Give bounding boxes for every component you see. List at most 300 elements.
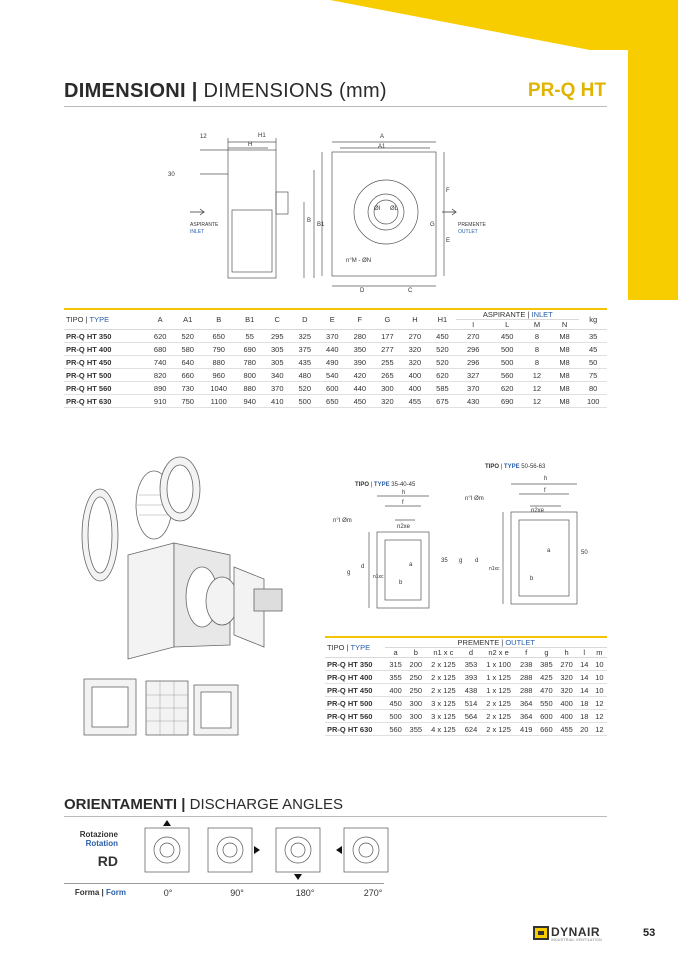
table2-group-header: PREMENTE | OUTLET — [385, 637, 607, 648]
table2-group-it: PREMENTE — [457, 638, 500, 647]
table1-cell: 410 — [263, 395, 291, 408]
table2-cell: 385 — [536, 658, 556, 671]
dim-c: C — [408, 288, 413, 294]
table1-cell: 50 — [579, 356, 607, 369]
table1-cell: 280 — [346, 330, 374, 343]
table1-subcol: I — [456, 320, 490, 330]
title-bold: DIMENSIONI — [64, 80, 186, 102]
dim-12: 12 — [200, 134, 207, 140]
outlet-b-type-value: 50-56-63 — [521, 464, 546, 470]
table1-col: A1 — [174, 309, 202, 330]
table1-cell: 880 — [236, 382, 264, 395]
table1-cell: 480 — [291, 369, 319, 382]
table1-col: D — [291, 309, 319, 330]
table2-cell: 2 x 125 — [426, 671, 461, 684]
outlet-b-g: g — [459, 558, 463, 564]
table1-col: F — [346, 309, 374, 330]
orientation-title — [64, 796, 343, 813]
table1-cell: 420 — [346, 369, 374, 382]
table2-cell: 355 — [406, 723, 426, 736]
form-it: Forma — [74, 888, 100, 897]
outlet-b-type: TIPO | TYPE 50-56-63 — [485, 464, 546, 470]
table2-row — [325, 723, 607, 736]
table1-cell: 740 — [146, 356, 174, 369]
impeller — [206, 577, 238, 625]
table1-kg: kg — [579, 309, 607, 330]
table1-cell: 450 — [346, 395, 374, 408]
table1-cell: 640 — [174, 356, 202, 369]
table1-cell: 520 — [174, 330, 202, 343]
outlet-it: PREMENTE — [458, 222, 486, 228]
table2-group-en: OUTLET — [505, 638, 535, 647]
outlet-a-d: d — [361, 564, 365, 570]
table1-cell: 370 — [319, 330, 347, 343]
table1-cell: 320 — [374, 395, 402, 408]
table1-row — [64, 343, 607, 356]
rotation-it: Rotazione — [79, 830, 118, 839]
outlet-b-n1xc: n1xc — [489, 566, 500, 572]
table2-cell: 320 — [557, 671, 577, 684]
table1-cell: 12 — [524, 369, 549, 382]
angle-0: 0° — [163, 888, 173, 898]
table1-cell: 620 — [490, 382, 524, 395]
outlet-en: OUTLET — [458, 229, 478, 235]
table2-cell: 3 x 125 — [426, 697, 461, 710]
table2-cell: 450 — [385, 697, 405, 710]
table2-cell: 18 — [577, 697, 592, 710]
table1-cell: 675 — [429, 395, 457, 408]
table1-cell: 320 — [401, 356, 429, 369]
outlet-b-b: b — [530, 576, 534, 582]
side-view-motor — [276, 192, 288, 214]
table1-cell: 320 — [401, 343, 429, 356]
orient-title-bold: ORIENTAMENTI — [64, 796, 178, 813]
table1-cell: 960 — [201, 369, 235, 382]
table1-cell: 277 — [374, 343, 402, 356]
outlet-a-35: 35 — [441, 558, 448, 564]
table2-cell: 18 — [577, 710, 592, 723]
table1-type-it: TIPO — [66, 315, 84, 324]
brand-sub: INDUSTRIAL VENTILATION — [551, 938, 602, 942]
table1-cell: 305 — [263, 343, 291, 356]
table2-cell: 353 — [461, 658, 481, 671]
dim-i: ØI — [374, 206, 381, 212]
table1-cell: 435 — [291, 356, 319, 369]
table2-cell: 500 — [385, 710, 405, 723]
table1-cell: 750 — [174, 395, 202, 408]
table2-cell: 364 — [516, 697, 536, 710]
table2-cell: 10 — [592, 671, 607, 684]
table2-cell: 624 — [461, 723, 481, 736]
table2-model-cell: PR-Q HT 350 — [325, 658, 385, 671]
table1-cell: 327 — [456, 369, 490, 382]
table1-cell: 660 — [174, 369, 202, 382]
table2-cell: 560 — [385, 723, 405, 736]
table1-cell: M8 — [550, 330, 580, 343]
model-tag: PR-Q HT — [527, 80, 606, 101]
table2-cell: 288 — [516, 671, 536, 684]
table1-cell: 450 — [490, 330, 524, 343]
side-view-body — [228, 150, 276, 278]
table2-cell: 400 — [385, 684, 405, 697]
table1-cell: 790 — [201, 343, 235, 356]
table1-cell: 690 — [236, 343, 264, 356]
table1-cell: 8 — [524, 356, 549, 369]
table2-cell: 10 — [592, 658, 607, 671]
table1-cell: 375 — [291, 343, 319, 356]
form-label: Forma | Form — [74, 888, 126, 897]
table2-cell: 438 — [461, 684, 481, 697]
table2-type-it: TIPO — [327, 643, 345, 652]
outlet-a-type-it: TIPO — [355, 482, 370, 488]
rotation-en: Rotation — [85, 839, 118, 848]
outlet-b-50: 50 — [581, 550, 588, 556]
exploded-view — [64, 455, 299, 755]
table1-cell: 400 — [401, 382, 429, 395]
table2-col: g — [536, 648, 556, 658]
table2-cell: 238 — [516, 658, 536, 671]
page-title — [64, 80, 387, 103]
table2-col: m — [592, 648, 607, 658]
table1-cell: 75 — [579, 369, 607, 382]
orientation-divider — [64, 883, 384, 884]
table1-cell: 45 — [579, 343, 607, 356]
table1-subcol: M — [524, 320, 549, 330]
table1-cell: 450 — [429, 330, 457, 343]
table1-cell: 580 — [174, 343, 202, 356]
table1-cell: 940 — [236, 395, 264, 408]
table2-cell: 470 — [536, 684, 556, 697]
table1-col: A — [146, 309, 174, 330]
table1-group-en: INLET — [531, 310, 553, 319]
table2-col: h — [557, 648, 577, 658]
table1-cell: 650 — [201, 330, 235, 343]
table1-col: H1 — [429, 309, 457, 330]
table1-model-cell: PR-Q HT 350 — [64, 330, 146, 343]
outlet-b-f: f — [544, 488, 546, 494]
angle-180: 180° — [295, 888, 315, 898]
table2-body — [325, 658, 607, 736]
dim-30: 30 — [168, 172, 175, 178]
table2-cell: 400 — [557, 697, 577, 710]
table1-cell: 500 — [291, 395, 319, 408]
table2-cell: 364 — [516, 710, 536, 723]
table2-col: l — [577, 648, 592, 658]
orientation-0 — [145, 820, 189, 872]
table1-cell: 520 — [429, 356, 457, 369]
table2-model-cell: PR-Q HT 450 — [325, 684, 385, 697]
table2-col: b — [406, 648, 426, 658]
table1-type-en: TYPE — [89, 315, 110, 324]
table1-cell: 12 — [524, 382, 549, 395]
table1-cell: 325 — [291, 330, 319, 343]
table2-cell: 200 — [406, 658, 426, 671]
side-white-band — [628, 0, 678, 959]
orientation-180 — [276, 828, 320, 880]
table1-cell: 430 — [456, 395, 490, 408]
table2-header-row-1 — [325, 637, 607, 648]
table1-cell: 55 — [236, 330, 264, 343]
table2-row — [325, 710, 607, 723]
table1-cell: 585 — [429, 382, 457, 395]
table1-cell: 690 — [490, 395, 524, 408]
outlet-a-f: f — [402, 500, 404, 506]
outlet-a-h: h — [402, 490, 406, 496]
table1-cell: 890 — [146, 382, 174, 395]
table1-row — [64, 356, 607, 369]
table2-cell: 10 — [592, 684, 607, 697]
outlet-a-b: b — [399, 580, 403, 586]
table1-body — [64, 330, 607, 408]
dim-h1: H1 — [258, 133, 266, 139]
table1-cell: 730 — [174, 382, 202, 395]
table1-cell: M8 — [550, 395, 580, 408]
table1-cell: 500 — [490, 356, 524, 369]
table2-col: a — [385, 648, 405, 658]
orient-title-sep: | — [177, 796, 190, 813]
dimensions-table — [64, 308, 607, 408]
outlet-a-a: a — [409, 562, 413, 568]
title-sep: | — [185, 80, 204, 102]
table1-cell: 620 — [429, 369, 457, 382]
table1-cell: 296 — [456, 343, 490, 356]
orient-title-light: DISCHARGE ANGLES — [189, 796, 343, 813]
table2-cell: 2 x 125 — [426, 684, 461, 697]
inlet-en: INLET — [190, 229, 205, 235]
orientation-diagrams — [130, 822, 390, 880]
outlet-a-type-value: 35-40-45 — [391, 482, 416, 488]
table1-subcol: N — [550, 320, 580, 330]
table2-model-cell: PR-Q HT 560 — [325, 710, 385, 723]
angle-270: 270° — [363, 888, 383, 898]
table2-cell: 550 — [536, 697, 556, 710]
table2-cell: 12 — [592, 710, 607, 723]
table1-cell: 455 — [401, 395, 429, 408]
orientation-270 — [336, 828, 388, 872]
outlet-b-d: d — [475, 558, 479, 564]
table2-cell: 400 — [557, 710, 577, 723]
table2-cell: 425 — [536, 671, 556, 684]
table2-col: f — [516, 648, 536, 658]
table2-cell: 250 — [406, 671, 426, 684]
table1-cell: 800 — [236, 369, 264, 382]
outlet-b-type-en: TYPE — [503, 464, 520, 470]
table1-cell: 650 — [319, 395, 347, 408]
table1-cell: 270 — [401, 330, 429, 343]
table1-cell: M8 — [550, 356, 580, 369]
table1-row — [64, 382, 607, 395]
table1-cell: 1040 — [201, 382, 235, 395]
table1-cell: 440 — [319, 343, 347, 356]
table1-cell: 8 — [524, 343, 549, 356]
title-rule — [64, 106, 607, 107]
table1-cell: 680 — [146, 343, 174, 356]
table1-group-header: ASPIRANTE | INLET — [456, 309, 579, 320]
table2-cell: 564 — [461, 710, 481, 723]
table2-cell: 300 — [406, 697, 426, 710]
table1-model-cell: PR-Q HT 450 — [64, 356, 146, 369]
table1-col: G — [374, 309, 402, 330]
outlet-b-a: a — [547, 548, 551, 554]
table1-cell: 880 — [201, 356, 235, 369]
table2-cell: 14 — [577, 684, 592, 697]
table1-model-cell: PR-Q HT 630 — [64, 395, 146, 408]
table1-cell: 370 — [456, 382, 490, 395]
orientation-rule — [64, 816, 607, 817]
table1-type-header: TIPO | TYPE — [64, 309, 146, 330]
table1-col: B — [201, 309, 235, 330]
dim-a: A — [380, 134, 385, 140]
table1-cell: 177 — [374, 330, 402, 343]
table1-row — [64, 330, 607, 343]
dim-b: B — [307, 218, 312, 224]
table1-cell: M8 — [550, 343, 580, 356]
table1-cell: 340 — [263, 369, 291, 382]
table1-cell: 780 — [236, 356, 264, 369]
table2-cell: 270 — [557, 658, 577, 671]
table1-cell: 370 — [263, 382, 291, 395]
outlet-b-type-it: TIPO — [485, 464, 500, 470]
brand-logo-icon — [533, 926, 549, 940]
outlet-drawings — [325, 458, 605, 636]
angle-90: 90° — [230, 888, 244, 898]
table1-col: H — [401, 309, 429, 330]
dim-g: G — [430, 222, 435, 228]
brand-name: DYNAIR — [551, 925, 601, 939]
dim-h: H — [248, 142, 253, 148]
table1-row — [64, 395, 607, 408]
table2-cell: 355 — [385, 671, 405, 684]
table2-cell: 20 — [577, 723, 592, 736]
top-yellow-stripe — [0, 0, 678, 60]
side-view-inlet-frame — [232, 210, 272, 272]
table1-cell: 520 — [429, 343, 457, 356]
table1-col: E — [319, 309, 347, 330]
table1-col: C — [263, 309, 291, 330]
table1-subcol: L — [490, 320, 524, 330]
table1-row — [64, 369, 607, 382]
table1-cell: 8 — [524, 330, 549, 343]
table1-cell: 265 — [374, 369, 402, 382]
table2-cell: 4 x 125 — [426, 723, 461, 736]
table2-row — [325, 671, 607, 684]
dim-b1: B1 — [317, 222, 325, 228]
table2-type-en: TYPE — [350, 643, 371, 652]
table2-cell: 1 x 125 — [481, 684, 516, 697]
orientation-90 — [208, 828, 260, 872]
table2-cell: 288 — [516, 684, 536, 697]
table2-cell: 300 — [406, 710, 426, 723]
front-view-scroll — [354, 180, 418, 244]
table1-cell: 350 — [346, 343, 374, 356]
table1-cell: 490 — [319, 356, 347, 369]
table2-cell: 1 x 100 — [481, 658, 516, 671]
outlet-b-h: h — [544, 476, 548, 482]
dim-f: F — [446, 188, 450, 194]
dimension-drawing — [160, 130, 486, 295]
motor — [254, 589, 282, 611]
page-number: 53 — [643, 927, 656, 939]
table2-row — [325, 697, 607, 710]
table2-col: n1 x c — [426, 648, 461, 658]
table1-col: B1 — [236, 309, 264, 330]
table2-cell: 600 — [536, 710, 556, 723]
table1-cell: 80 — [579, 382, 607, 395]
table1-cell: 300 — [374, 382, 402, 395]
table2-cell: 250 — [406, 684, 426, 697]
table2-cell: 12 — [592, 697, 607, 710]
outlet-table — [325, 636, 607, 736]
table1-cell: M8 — [550, 369, 580, 382]
table2-row — [325, 658, 607, 671]
outlet-b-frame — [511, 512, 577, 604]
table1-cell: 295 — [263, 330, 291, 343]
rotation-label — [64, 830, 118, 848]
outlet-a-n2xe: n2xe — [397, 524, 411, 530]
dim-a1: A1 — [378, 144, 386, 150]
outlet-a-n1xc: n1xc — [373, 574, 384, 580]
table2-row — [325, 684, 607, 697]
outlet-b-n2xe: n2xe — [531, 508, 545, 514]
table2-cell: 1 x 125 — [481, 671, 516, 684]
table2-cell: 514 — [461, 697, 481, 710]
table2-cell: 2 x 125 — [481, 723, 516, 736]
title-light: DIMENSIONS (mm) — [203, 80, 387, 102]
table2-cell: 14 — [577, 671, 592, 684]
table1-cell: 520 — [291, 382, 319, 395]
outlet-b-holes: n°I Øm — [465, 496, 484, 502]
table1-cell: 400 — [401, 369, 429, 382]
table1-header-row-1 — [64, 309, 607, 320]
outlet-a-type-en: TYPE — [373, 482, 390, 488]
table1-cell: 305 — [263, 356, 291, 369]
table2-cell: 320 — [557, 684, 577, 697]
table1-cell: 820 — [146, 369, 174, 382]
table1-cell: 35 — [579, 330, 607, 343]
outlet-a-g: g — [347, 570, 351, 576]
table1-cell: 12 — [524, 395, 549, 408]
table2-cell: 455 — [557, 723, 577, 736]
table2-cell: 2 x 125 — [481, 710, 516, 723]
table1-cell: 910 — [146, 395, 174, 408]
rotation-value: RD — [97, 853, 118, 869]
table1-cell: 500 — [490, 343, 524, 356]
dim-mn: n°M - ØN — [346, 258, 372, 264]
dim-e: E — [446, 238, 451, 244]
table1-cell: 620 — [146, 330, 174, 343]
table1-group-it: ASPIRANTE — [482, 310, 526, 319]
table2-cell: 3 x 125 — [426, 710, 461, 723]
table2-model-cell: PR-Q HT 400 — [325, 671, 385, 684]
table2-cell: 419 — [516, 723, 536, 736]
table2-cell: 2 x 125 — [426, 658, 461, 671]
table1-cell: 600 — [319, 382, 347, 395]
table1-model-cell: PR-Q HT 500 — [64, 369, 146, 382]
table1-cell: 296 — [456, 356, 490, 369]
outlet-a-holes: n°I Øm — [333, 518, 352, 524]
table1-model-cell: PR-Q HT 400 — [64, 343, 146, 356]
table2-cell: 315 — [385, 658, 405, 671]
table2-cell: 2 x 125 — [481, 697, 516, 710]
table2-cell: 660 — [536, 723, 556, 736]
table2-model-cell: PR-Q HT 630 — [325, 723, 385, 736]
side-panel — [128, 543, 174, 659]
table1-cell: 560 — [490, 369, 524, 382]
table2-cell: 12 — [592, 723, 607, 736]
table2-col: n2 x e — [481, 648, 516, 658]
dim-d: D — [360, 288, 365, 294]
table1-cell: 390 — [346, 356, 374, 369]
